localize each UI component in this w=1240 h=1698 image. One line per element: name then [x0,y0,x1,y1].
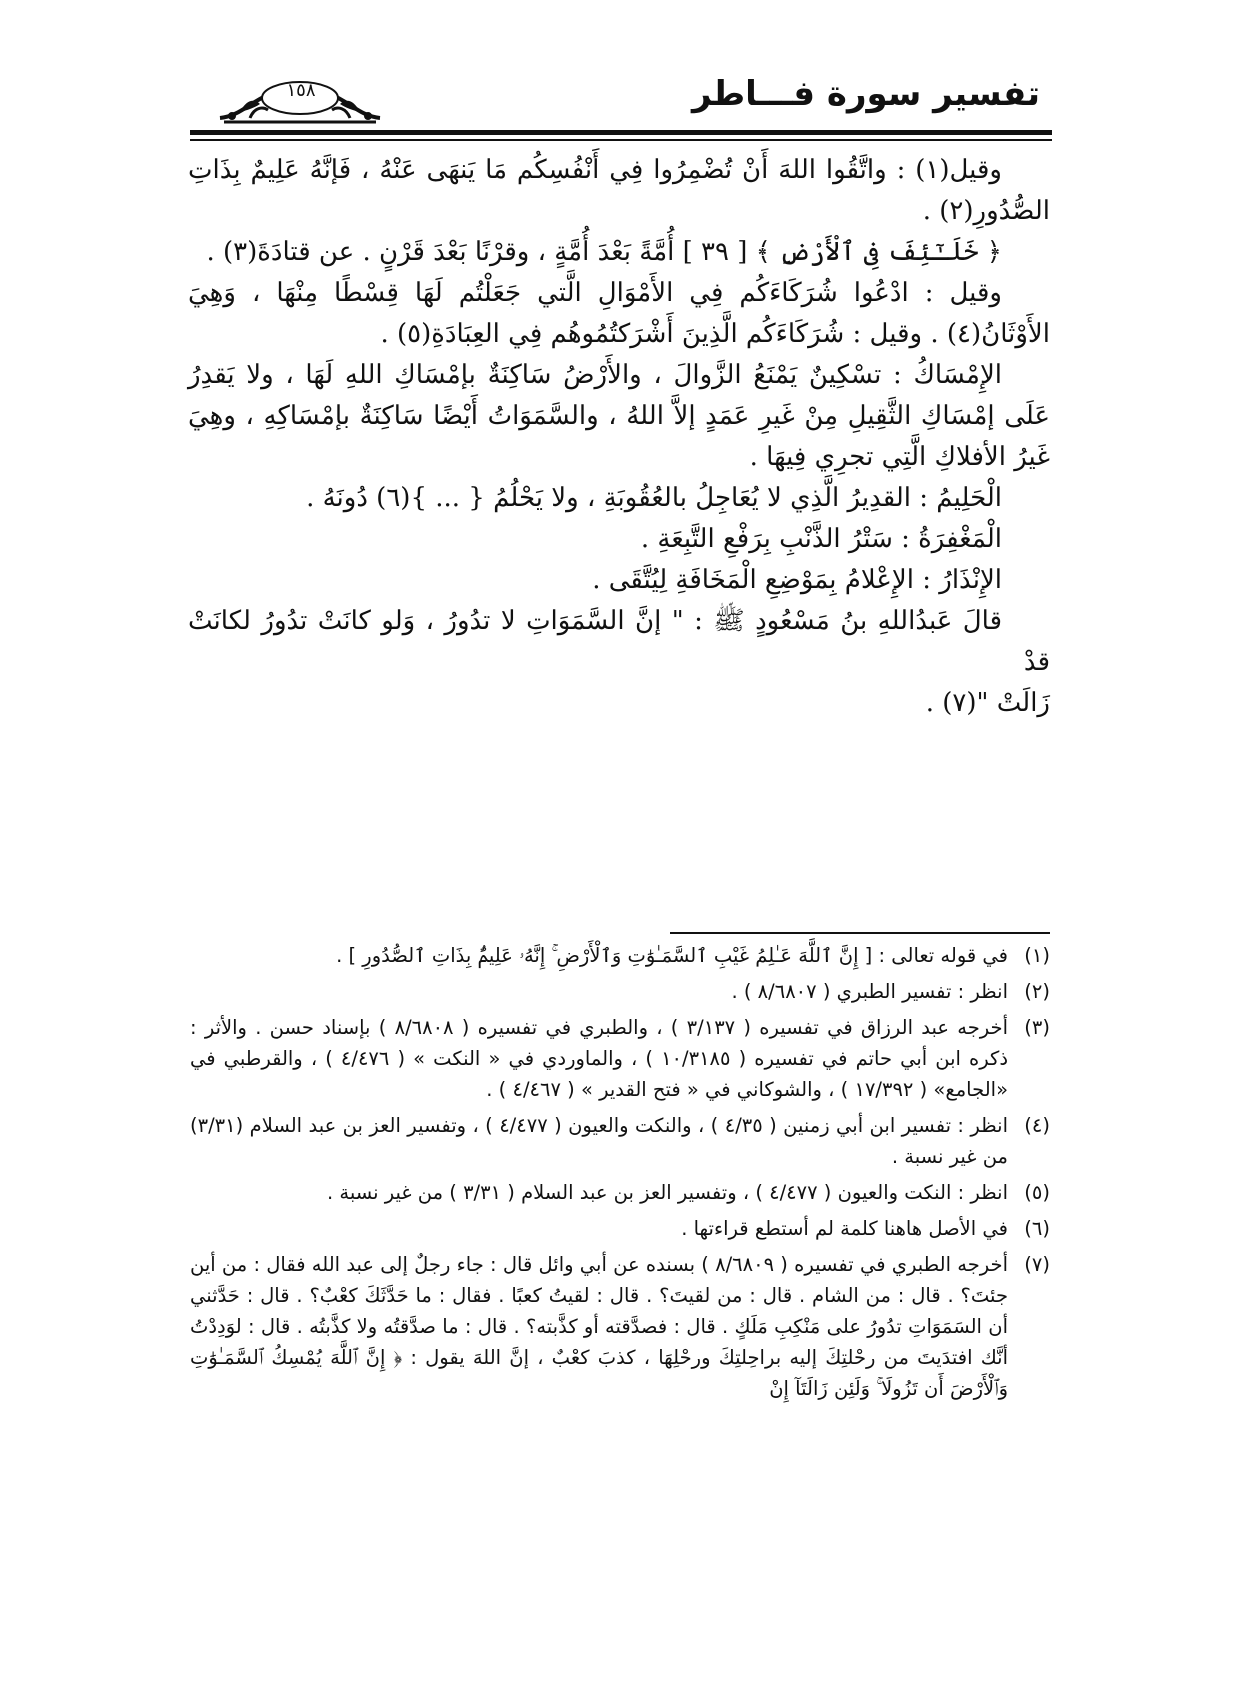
footnote [190,1177,1050,1208]
header-rule-thick [190,130,1052,135]
footnote-text: انظر : تفسير ابن أبي زمنين ( ٤/٣٥ ) ، والنكت والعيون ( ٤/٤٧٧ ) ، وتفسير العز بن عبد السلام (٣/٣١) من غير نسبة . [190,1114,1008,1168]
paragraph: زَالَتْ "(٧) . [925,688,1050,718]
footnote-text: انظر : النكت والعيون ( ٤/٤٧٧ ) ، وتفسير العز بن عبد السلام ( ٣/٣١ ) من غير نسبة . [326,1181,1008,1204]
footnote-number: (٧) [1024,1253,1050,1276]
paragraph: الْمَغْفِرَةُ : سَتْرُ الذَّنْبِ بِرَفْعِ التَّبِعَةِ . [640,524,1002,554]
header-rule-thin [190,139,1052,141]
footnote-text: أخرجه عبد الرزاق في تفسيره ( ٣/١٣٧ ) ، والطبري في تفسيره ( ٨/٦٨٠٨ ) بإسناد حسن . والأثر : ذكره ابن أبي حاتم في تفسيره ( ١٠/٣١٨٥ ) ، والماوردي في « النكت » ( ٤/٤٧٦ ) ، والقرطبي في «الجامع» ( ١٧/٣٩٢ ) ، والشوكاني في « فتح القدير » ( ٤/٤٦٧ ) . [190,1016,1009,1101]
footnote [190,940,1050,971]
footnote-number: (٦) [1024,1217,1050,1240]
paragraph: الْحَلِيمُ : القدِيرُ الَّذِي لا يُعَاجِلُ بالعُقُوبَةِ ، ولا يَحْلُمُ { ... }(٦) دُونَهُ . [306,483,1002,513]
paragraph: وقيل(١) : واتَّقُوا اللهَ أَنْ تُضْمِرُوا فِي أَنْفُسِكُم مَا يَنهَى عَنْهُ ، فَإنَّهُ عَلِيمٌ بِذَاتِ الصُّدُورِ(٢) . [188,155,1050,226]
footnotes [190,940,1050,1409]
main-text [188,150,1050,724]
footnote-text: في قوله تعالى : [ إِنَّ ٱللَّهَ عَـٰلِمُ غَيْبِ ٱلسَّمَـٰوَٰتِ وَٱلْأَرْضِ ۚ إِنَّهُۥ عَلِيمٌۢ بِذَاتِ ٱلصُّدُورِ ] . [336,944,1008,967]
footnote-text: أخرجه الطبري في تفسيره ( ٨/٦٨٠٩ ) بسنده عن أبي وائل قال : جاء رجلٌ إلى عبد الله فقال : من أين جئتَ؟ . قال : من الشام . قال : من لقيتَ؟ . قال : لقيتُ كعبًا . فقال : ما حَدَّثَكَ كعْبٌ؟ . قال : حَدَّثني أن السَمَوَاتِ تدُورُ على مَنْكِبِ مَلَكٍ . قال : فصدَّقته أو كذَّبته؟ . قال : ما صدَّقتُه ولا كذَّبتُه . قال : لوَدِدْتُ أنَّك افتدَيتَ من رحْلتِكَ إليه براحِلتِكَ ورحْلِهَا ، كذبَ كعْبٌ ، إنَّ اللهَ يقول : ﴿ إِنَّ ٱللَّهَ يُمْسِكُ ٱلسَّمَـٰوَٰتِ وَٱلْأَرْضَ أَن تَزُولَا ۚ وَلَئِن زَالَتَآ إِنْ [190,1253,1008,1400]
page-number: ١٥٨ [286,80,316,101]
paragraph: وقيل : ادْعُوا شُرَكَاءَكُم فِي الأَمْوَالِ الَّتي جَعَلْتُم لَهَا قِسْطًا مِنْهَا ، وَهِيَ الأَوْثَانُ(٤) . وقيل : شُرَكَاءَكُم الَّذِينَ أَشْرَكتُمُوهُم فِي العِبَادَةِ(٥) . [188,278,1050,349]
paragraph: قالَ عَبدُاللهِ بنُ مَسْعُودٍ ﷺ : " إنَّ السَّمَوَاتِ لا تدُورُ ، وَلو كانَتْ تدُورُ لكانَتْ قدْ [188,606,1050,677]
footnote-number: (٤) [1024,1114,1050,1137]
page-title: تفسير سورة فـــاطر [691,74,1040,114]
footnote-text: في الأصل هاهنا كلمة لم أستطع قراءتها . [681,1217,1008,1240]
footnote [190,1213,1050,1244]
footnote-number: (٥) [1024,1181,1050,1204]
footnote-number: (١) [1024,944,1050,967]
footnote-text: انظر : تفسير الطبري ( ٨/٦٨٠٧ ) . [731,980,1008,1003]
page-header [190,62,1050,132]
footnote [190,1012,1050,1105]
paragraph: ﴿ خَلَـٰٓئِفَ فِى ٱلْأَرْضِ ﴾ [ ٣٩ ] أُمَّةً بَعْدَ أُمَّةٍ ، وقرْنًا بَعْدَ قَرْنٍ . عن قتادَةَ(٣) . [206,237,1002,267]
footnote [190,1110,1050,1172]
paragraph: الإِنْذَارُ : الإِعْلامُ بِمَوْضِعِ الْمَخَافَةِ لِيُتَّقَى . [592,565,1002,595]
paragraph: الإِمْسَاكُ : تسْكِينٌ يَمْنَعُ الزَّوالَ ، والأَرْضُ سَاكِنَةٌ بإمْسَاكِ اللهِ لَهَا ، ولا يَقدِرُ عَلَى إمْسَاكِ الثَّقِيلِ مِنْ غَيرِ عَمَدٍ إلاَّ اللهُ ، والسَّمَوَاتُ أَيْضًا سَاكِنَةٌ بإمْسَاكِهِ ، وهِيَ غَيرُ الأفلاكِ الَّتِي تجرِي فِيهَا . [188,360,1050,472]
footnote-number: (٢) [1024,980,1050,1003]
footnote-separator [670,932,1050,934]
footnote [190,1249,1050,1404]
footnote-number: (٣) [1024,1016,1050,1039]
footnote [190,976,1050,1007]
